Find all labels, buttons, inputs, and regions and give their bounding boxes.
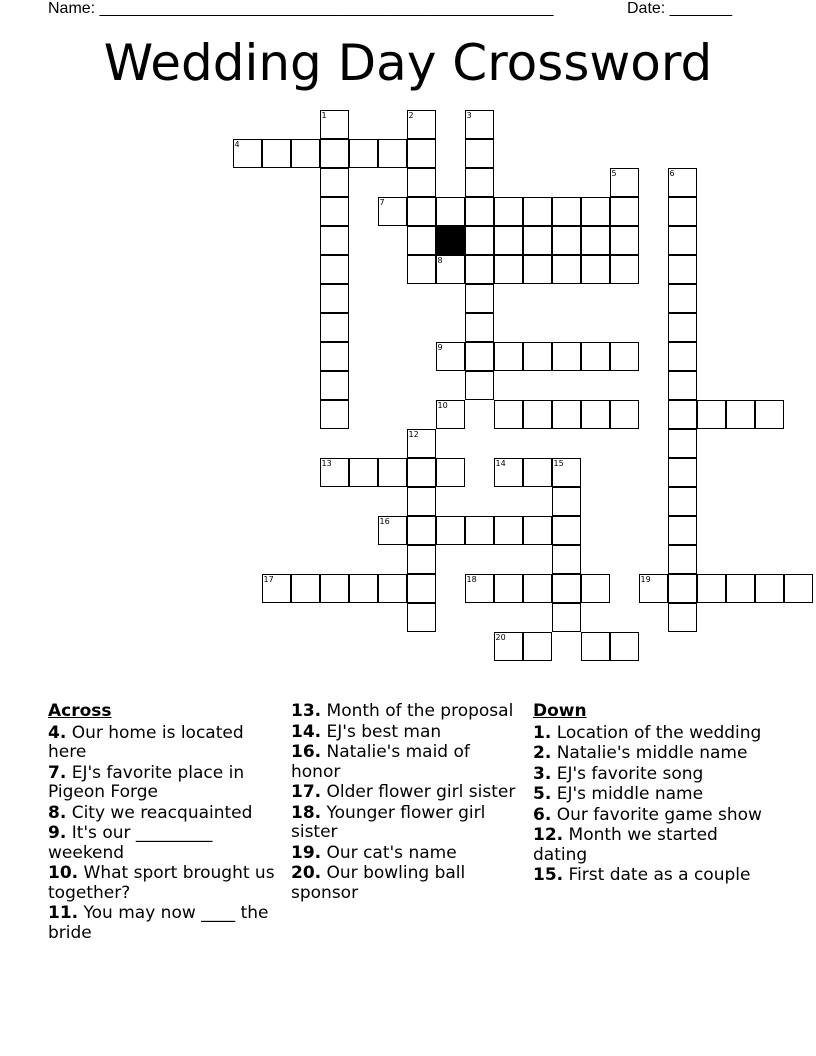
- grid-cell[interactable]: [407, 516, 436, 545]
- grid-cell[interactable]: [436, 342, 465, 371]
- clue-number-label: 5.: [533, 784, 552, 804]
- grid-cell[interactable]: [581, 400, 610, 429]
- clue-item: [291, 783, 521, 803]
- grid-cell[interactable]: [407, 429, 436, 458]
- grid-cell[interactable]: [320, 371, 349, 400]
- grid-cell[interactable]: [494, 197, 523, 226]
- grid-cell[interactable]: [320, 197, 349, 226]
- grid-cell[interactable]: [378, 139, 407, 168]
- grid-cell[interactable]: [291, 574, 320, 603]
- grid-cell[interactable]: [436, 516, 465, 545]
- grid-cell[interactable]: [726, 400, 755, 429]
- grid-cell[interactable]: [320, 255, 349, 284]
- grid-cell[interactable]: [523, 632, 552, 661]
- clue-text: Natalie's maid of honor: [291, 742, 470, 782]
- clue-number: 4: [234, 139, 240, 149]
- grid-cell[interactable]: [697, 574, 726, 603]
- clue-number-label: 17.: [291, 782, 322, 802]
- name-field-label: Name: ___________________________________________________: [48, 0, 554, 17]
- clue-number: 18: [466, 574, 477, 584]
- clue-number-label: 4.: [48, 722, 67, 743]
- clue-number-label: 10.: [48, 863, 79, 883]
- grid-cell[interactable]: [407, 458, 436, 487]
- grid-cell[interactable]: [291, 139, 320, 168]
- grid-cell[interactable]: [407, 139, 436, 168]
- grid-cell[interactable]: [668, 226, 697, 255]
- grid-cell[interactable]: [726, 574, 755, 603]
- clue-number-label: 6.: [533, 804, 552, 825]
- clue-item: [48, 764, 278, 803]
- grid-cell[interactable]: [320, 110, 349, 139]
- grid-cell[interactable]: [610, 342, 639, 371]
- grid-cell[interactable]: [320, 458, 349, 487]
- grid-cell[interactable]: [552, 342, 581, 371]
- clue-item: [291, 743, 521, 782]
- grid-cell[interactable]: [668, 400, 697, 429]
- clue-item: [533, 806, 773, 826]
- grid-cell[interactable]: [668, 574, 697, 603]
- grid-cell[interactable]: [581, 226, 610, 255]
- grid-cell[interactable]: [407, 110, 436, 139]
- grid-cell[interactable]: [668, 197, 697, 226]
- grid-cell[interactable]: [523, 516, 552, 545]
- grid-cell[interactable]: [494, 574, 523, 603]
- grid-cell[interactable]: [320, 400, 349, 429]
- grid-cell[interactable]: [581, 574, 610, 603]
- grid-cell[interactable]: [581, 255, 610, 284]
- clue-number: 5: [611, 168, 617, 178]
- clue-text: Older flower girl sister: [326, 782, 516, 802]
- grid-cell[interactable]: [552, 603, 581, 632]
- grid-cell[interactable]: [320, 139, 349, 168]
- clue-number: 2: [408, 110, 414, 120]
- clue-number-label: 7.: [48, 762, 67, 783]
- clue-number: 13: [321, 458, 332, 468]
- clue-text: Our home is located here: [48, 722, 244, 762]
- date-field-label: Date: _______: [627, 0, 732, 17]
- grid-cell[interactable]: [320, 284, 349, 313]
- clue-item: [291, 723, 521, 743]
- grid-cell[interactable]: [610, 400, 639, 429]
- grid-cell[interactable]: [465, 168, 494, 197]
- clue-text: Month we started dating: [533, 825, 718, 865]
- clue-item: [533, 866, 773, 886]
- clue-text: EJ's favorite place in Pigeon Forge: [48, 762, 245, 802]
- across-clues-continued: [291, 702, 521, 904]
- grid-cell[interactable]: [465, 226, 494, 255]
- clue-item: [533, 826, 773, 865]
- clue-number: 20: [495, 632, 506, 642]
- grid-cell[interactable]: [320, 574, 349, 603]
- grid-cell[interactable]: [407, 603, 436, 632]
- grid-cell[interactable]: [465, 139, 494, 168]
- grid-cell[interactable]: [378, 574, 407, 603]
- grid-cell[interactable]: [523, 197, 552, 226]
- grid-cell[interactable]: [755, 574, 784, 603]
- clue-item: [48, 724, 278, 763]
- clue-text: It's our _________ weekend: [48, 823, 213, 863]
- grid-cell[interactable]: [465, 371, 494, 400]
- grid-cell[interactable]: [320, 168, 349, 197]
- grid-cell[interactable]: [755, 400, 784, 429]
- grid-cell[interactable]: [581, 342, 610, 371]
- down-heading: Down: [533, 701, 587, 721]
- grid-cell[interactable]: [407, 574, 436, 603]
- clue-number-label: 14.: [291, 721, 322, 742]
- grid-cell[interactable]: [668, 371, 697, 400]
- clue-item: [291, 804, 521, 843]
- clue-number-label: 11.: [48, 903, 79, 923]
- grid-cell[interactable]: [610, 197, 639, 226]
- clue-number-label: 2.: [533, 743, 552, 763]
- grid-cell[interactable]: [668, 342, 697, 371]
- grid-cell[interactable]: [262, 139, 291, 168]
- clue-item: [48, 804, 278, 824]
- grid-cell[interactable]: [436, 255, 465, 284]
- page-title: Wedding Day Crossword: [103, 34, 713, 92]
- grid-cell[interactable]: [552, 574, 581, 603]
- clue-text: EJ's best man: [326, 721, 442, 742]
- grid-cell[interactable]: [668, 458, 697, 487]
- grid-cell[interactable]: [436, 400, 465, 429]
- grid-cell[interactable]: [610, 255, 639, 284]
- grid-cell[interactable]: [494, 342, 523, 371]
- clue-number: 6: [669, 168, 675, 178]
- clue-text: You may now ____ the bride: [48, 903, 269, 943]
- grid-cell[interactable]: [494, 226, 523, 255]
- grid-cell[interactable]: [320, 342, 349, 371]
- grid-cell[interactable]: [552, 197, 581, 226]
- grid-cell[interactable]: [552, 516, 581, 545]
- clue-item: [48, 824, 278, 863]
- grid-cell[interactable]: [262, 574, 291, 603]
- grid-cell[interactable]: [668, 487, 697, 516]
- grid-cell[interactable]: [784, 574, 813, 603]
- grid-cell[interactable]: [407, 226, 436, 255]
- clue-item: [533, 785, 773, 805]
- clue-number: 3: [466, 110, 472, 120]
- grid-cell[interactable]: [494, 632, 523, 661]
- clue-number-label: 9.: [48, 823, 67, 843]
- grid-cell[interactable]: [697, 400, 726, 429]
- clue-number-label: 15.: [533, 865, 564, 885]
- grid-cell[interactable]: [378, 516, 407, 545]
- clue-number: 15: [553, 458, 564, 468]
- grid-cell[interactable]: [610, 168, 639, 197]
- clue-number-label: 20.: [291, 863, 322, 883]
- grid-cell[interactable]: [378, 458, 407, 487]
- grid-cell[interactable]: [407, 255, 436, 284]
- clue-number: 8: [437, 255, 443, 265]
- grid-cell[interactable]: [668, 545, 697, 574]
- grid-cell[interactable]: [552, 458, 581, 487]
- grid-cell[interactable]: [494, 516, 523, 545]
- clue-number: 19: [640, 574, 651, 584]
- grid-cell[interactable]: [436, 197, 465, 226]
- grid-cell[interactable]: [465, 574, 494, 603]
- grid-cell[interactable]: [320, 226, 349, 255]
- clue-text: Our cat's name: [326, 842, 457, 863]
- clue-text: Month of the proposal: [326, 701, 514, 721]
- grid-cell[interactable]: [465, 197, 494, 226]
- clue-text: Our bowling ball sponsor: [291, 863, 466, 903]
- clue-number-label: 13.: [291, 701, 322, 721]
- grid-cell[interactable]: [523, 342, 552, 371]
- grid-cell[interactable]: [668, 313, 697, 342]
- grid-cell[interactable]: [552, 226, 581, 255]
- clue-item: [291, 844, 521, 864]
- clue-item: [291, 864, 521, 903]
- grid-cell[interactable]: [494, 458, 523, 487]
- grid-cell[interactable]: [523, 458, 552, 487]
- grid-cell[interactable]: [378, 197, 407, 226]
- grid-cell[interactable]: [465, 342, 494, 371]
- grid-cell[interactable]: [523, 400, 552, 429]
- grid-cell[interactable]: [581, 197, 610, 226]
- grid-cell[interactable]: [349, 458, 378, 487]
- clue-text: Location of the wedding: [556, 722, 762, 743]
- grid-cell[interactable]: [610, 226, 639, 255]
- clue-text: First date as a couple: [568, 865, 751, 885]
- clue-number: 7: [379, 197, 385, 207]
- grid-cell[interactable]: [465, 284, 494, 313]
- grid-cell[interactable]: [494, 255, 523, 284]
- across-heading: Across: [48, 701, 112, 721]
- clue-item: [533, 744, 773, 764]
- grid-cell[interactable]: [639, 574, 668, 603]
- grid-cell[interactable]: [349, 574, 378, 603]
- clue-text: Our favorite game show: [556, 804, 762, 825]
- grid-cell[interactable]: [552, 545, 581, 574]
- black-cell: [436, 226, 465, 255]
- grid-cell[interactable]: [465, 110, 494, 139]
- across-clues: [48, 702, 278, 944]
- clue-number-label: 12.: [533, 825, 564, 845]
- grid-cell[interactable]: [581, 632, 610, 661]
- clue-item: [291, 702, 521, 722]
- clue-item: [533, 765, 773, 785]
- down-clues: [533, 702, 773, 887]
- grid-cell[interactable]: [668, 284, 697, 313]
- grid-cell[interactable]: [407, 487, 436, 516]
- grid-cell[interactable]: [610, 632, 639, 661]
- clue-text: What sport brought us together?: [48, 863, 275, 903]
- clue-item: [48, 864, 278, 903]
- clue-text: EJ's middle name: [556, 784, 704, 804]
- grid-cell[interactable]: [436, 458, 465, 487]
- clue-text: City we reacquainted: [71, 802, 253, 823]
- clue-item: [533, 724, 773, 744]
- grid-cell[interactable]: [494, 400, 523, 429]
- grid-cell[interactable]: [233, 139, 262, 168]
- grid-cell[interactable]: [523, 574, 552, 603]
- grid-cell[interactable]: [465, 313, 494, 342]
- clue-number: 16: [379, 516, 390, 526]
- grid-cell[interactable]: [349, 139, 378, 168]
- grid-cell[interactable]: [668, 255, 697, 284]
- grid-cell[interactable]: [668, 603, 697, 632]
- clue-number: 14: [495, 458, 506, 468]
- grid-cell[interactable]: [552, 487, 581, 516]
- clue-number-label: 18.: [291, 802, 322, 823]
- clue-number-label: 19.: [291, 842, 322, 863]
- clue-number: 1: [321, 110, 327, 120]
- grid-cell[interactable]: [523, 255, 552, 284]
- grid-cell[interactable]: [407, 197, 436, 226]
- grid-cell[interactable]: [552, 400, 581, 429]
- clue-number: 10: [437, 400, 448, 410]
- grid-cell[interactable]: [668, 429, 697, 458]
- grid-cell[interactable]: [320, 313, 349, 342]
- clue-text: Natalie's middle name: [556, 743, 748, 763]
- grid-cell[interactable]: [407, 168, 436, 197]
- clue-number-label: 16.: [291, 742, 322, 762]
- grid-cell[interactable]: [552, 255, 581, 284]
- clue-text: Younger flower girl sister: [291, 802, 486, 842]
- grid-cell[interactable]: [523, 226, 552, 255]
- grid-cell[interactable]: [407, 545, 436, 574]
- clue-number: 9: [437, 342, 443, 352]
- clue-number: 12: [408, 429, 419, 439]
- clue-number: 17: [263, 574, 274, 584]
- grid-cell[interactable]: [668, 516, 697, 545]
- grid-cell[interactable]: [465, 255, 494, 284]
- clue-text: EJ's favorite song: [556, 763, 704, 784]
- clue-number-label: 8.: [48, 802, 67, 823]
- clue-item: [48, 904, 278, 943]
- grid-cell[interactable]: [668, 168, 697, 197]
- grid-cell[interactable]: [465, 516, 494, 545]
- clue-number-label: 1.: [533, 722, 552, 743]
- clue-number-label: 3.: [533, 763, 552, 784]
